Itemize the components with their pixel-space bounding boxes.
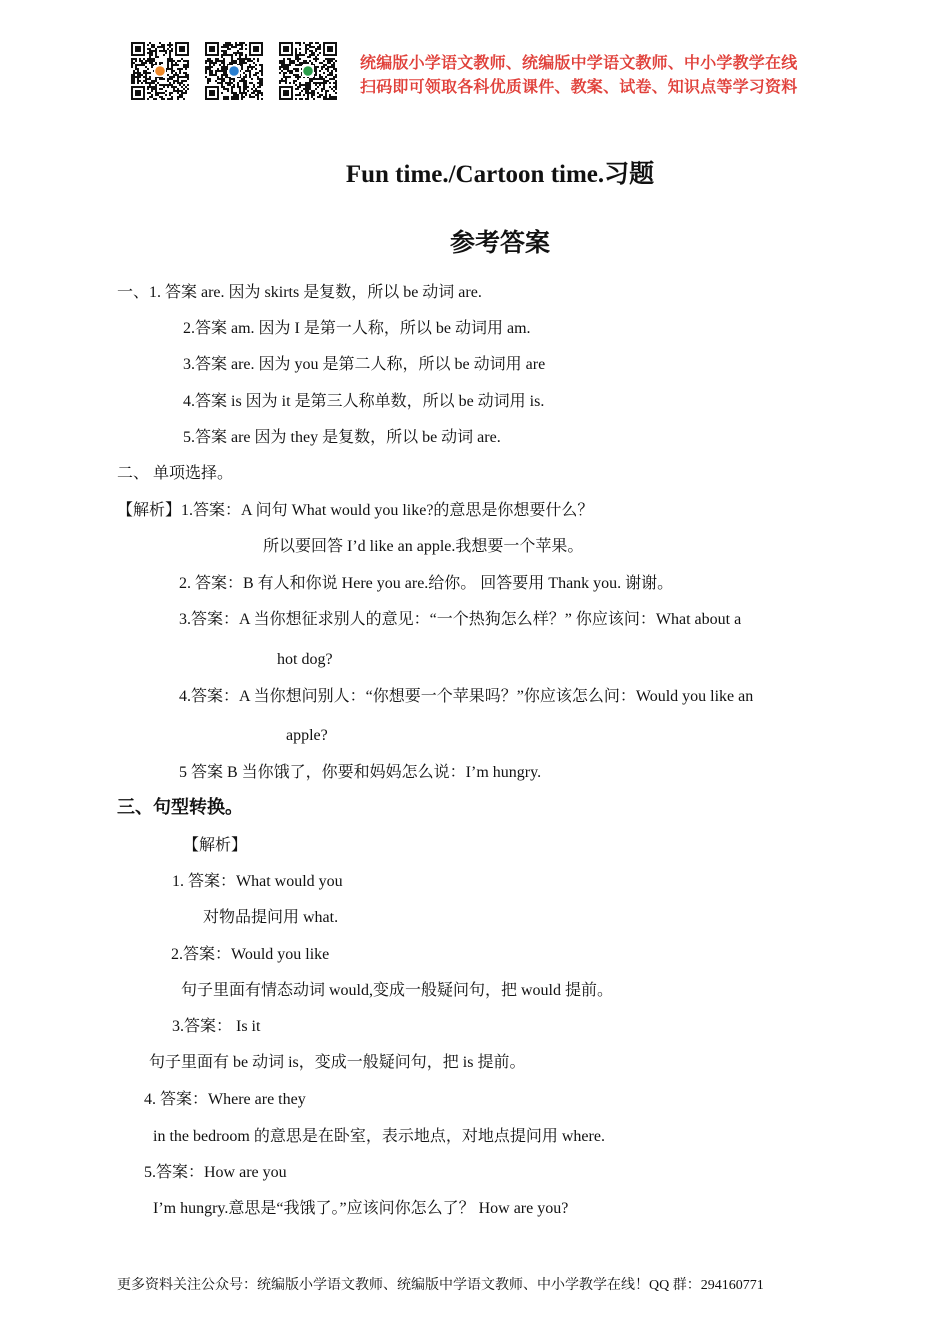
answer-line: 3.答案 are. 因为 you 是第二人称，所以 be 动词用 are <box>183 356 546 373</box>
answer-line: apple? <box>286 727 328 744</box>
qr-code-3 <box>279 42 337 100</box>
answer-line: 4.答案：A 当你想问别人：“你想要一个苹果吗？”你应该怎么问：Would you like an <box>179 688 754 705</box>
header-banner-line-2: 扫码即可领取各科优质课件、教案、试卷、知识点等学习资料 <box>360 77 798 96</box>
answer-line: 【解析】1.答案：A 问句 What would you like?的意思是你想要什么？ <box>117 502 594 519</box>
answer-line: I’m hungry.意思是“我饿了。”应该问你怎么了？ How are you? <box>153 1200 569 1217</box>
answer-line: 2. 答案：B 有人和你说 Here you are.给你。 回答要用 Thank you. 谢谢。 <box>179 575 674 592</box>
qr-code-2 <box>205 42 263 100</box>
answer-line: 句子里面有情态动词 would,变成一般疑问句，把 would 提前。 <box>181 982 614 999</box>
answer-line: 一、1. 答案 are. 因为 skirts 是复数，所以 be 动词 are. <box>117 284 482 301</box>
answer-line: 4.答案 is 因为 it 是第三人称单数，所以 be 动词用 is. <box>183 393 545 410</box>
answer-line: 2.答案：Would you like <box>171 946 330 963</box>
answer-line: 5.答案 are 因为 they 是复数，所以 be 动词 are. <box>183 429 501 446</box>
answer-line: 5 答案 B 当你饿了，你要和妈妈怎么说：I’m hungry. <box>179 764 542 781</box>
answer-line: 句子里面有 be 动词 is，变成一般疑问句，把 is 提前。 <box>149 1054 526 1071</box>
answer-line: 4. 答案：Where are they <box>144 1091 306 1108</box>
answer-line: 3.答案：A 当你想征求别人的意见：“一个热狗怎么样？” 你应该问：What about a <box>179 611 742 628</box>
answer-line: in the bedroom 的意思是在卧室，表示地点，对地点提问用 where. <box>153 1128 605 1145</box>
section-heading: 三、句型转换。 <box>117 797 243 818</box>
header-banner-line-1: 统编版小学语文教师、统编版中学语文教师、中小学教学在线 <box>360 53 798 72</box>
qr-code-2-graphic <box>205 42 263 100</box>
page-subtitle: 参考答案 <box>449 228 550 257</box>
answer-line: 3.答案： Is it <box>172 1018 261 1035</box>
answer-line: 1. 答案：What would you <box>172 873 343 890</box>
analysis-label: 【解析】 <box>183 837 248 854</box>
answer-line: 5.答案：How are you <box>144 1164 287 1181</box>
qr-code-3-graphic <box>279 42 337 100</box>
qr-code-1-graphic <box>131 42 189 100</box>
answer-line: 2.答案 am. 因为 I 是第一人称，所以 be 动词用 am. <box>183 320 531 337</box>
section-heading: 二、 单项选择。 <box>117 465 234 482</box>
qr-code-1 <box>131 42 189 100</box>
page-title: Fun time./Cartoon time.习题 <box>345 161 655 188</box>
answer-line: 对物品提问用 what. <box>203 909 339 926</box>
answer-line: 所以要回答 I’d like an apple.我想要一个苹果。 <box>263 538 584 555</box>
answer-line: hot dog? <box>277 651 333 668</box>
page-footer: 更多资料关注公众号：统编版小学语文教师、统编版中学语文教师、中小学教学在线！QQ 群：294160771 <box>117 1278 764 1293</box>
